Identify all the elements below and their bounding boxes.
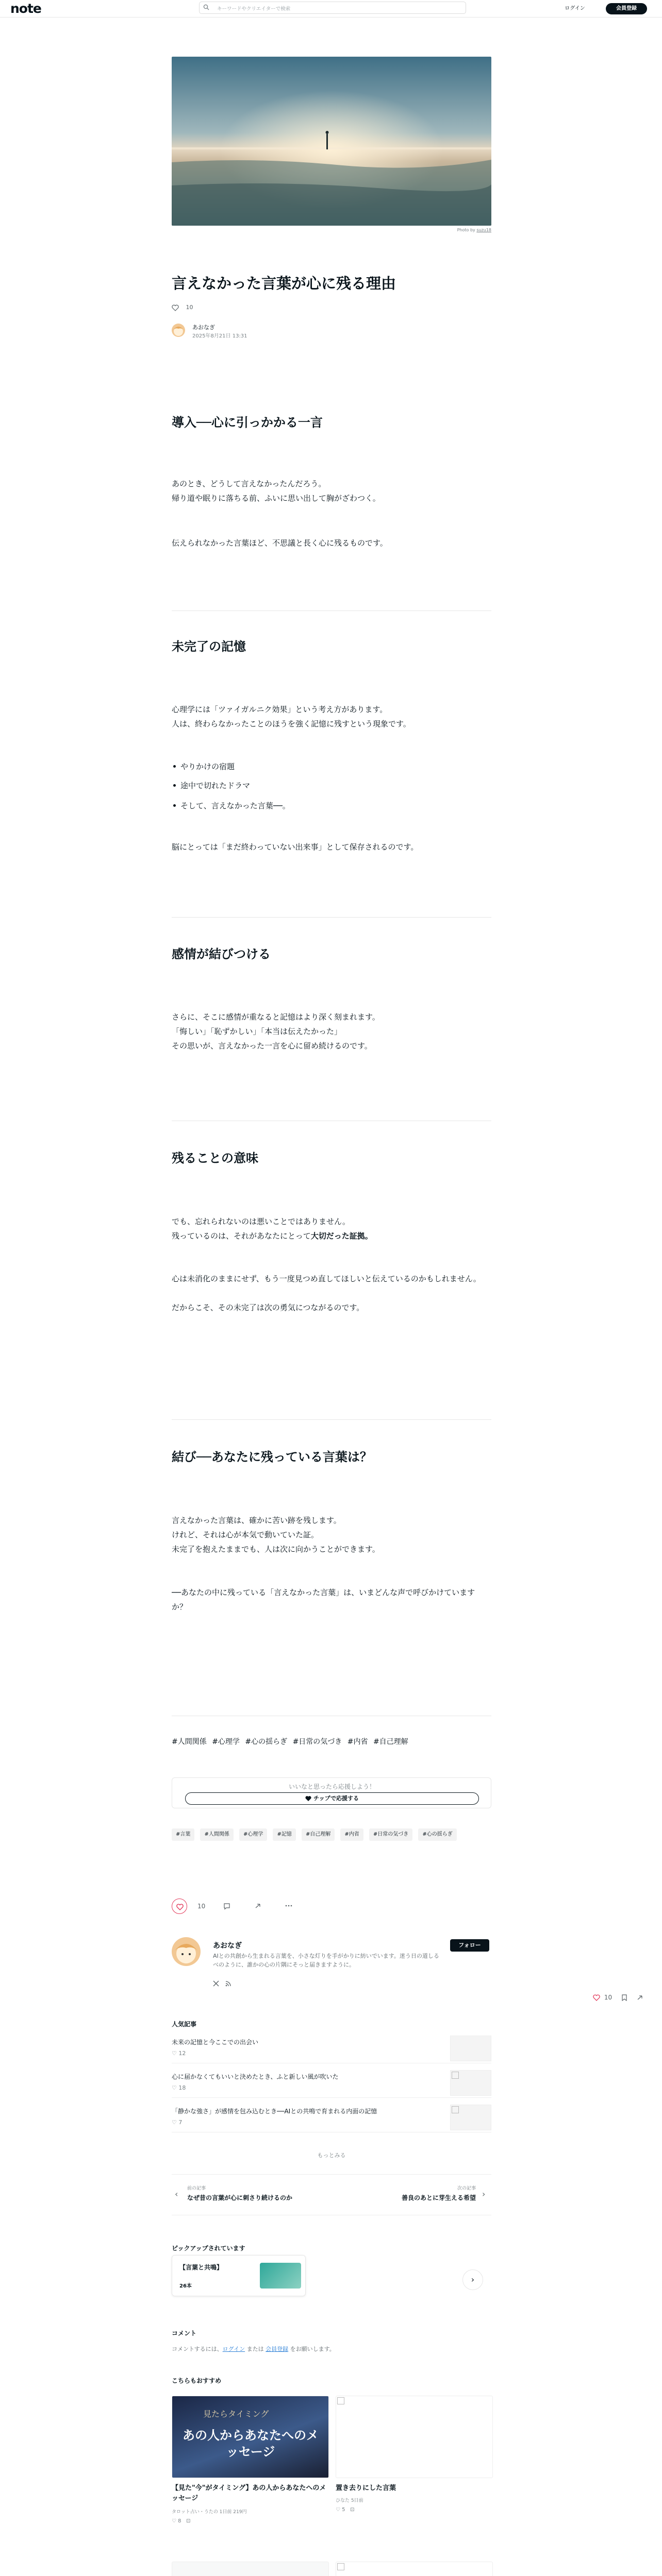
list-item: 途中で切れたドラマ — [180, 781, 251, 790]
paragraph: 心は未消化のままにせず、もう一度見つめ直してほしいと伝えているのかもしれません。 — [172, 1274, 481, 1283]
recommend-meta: タロット占い・うたの 1日前 219円 — [172, 2510, 247, 2515]
author-profile-card — [172, 1937, 491, 1999]
more-link[interactable]: もっとみる — [317, 2152, 346, 2159]
magazine-count: 26本 — [179, 2283, 192, 2289]
bookmark-icon[interactable] — [621, 1994, 627, 2001]
recommend-meta: ひなた 5日前 — [336, 2498, 363, 2503]
list-item: そして、言えなかった言葉──。 — [180, 801, 290, 810]
paragraph: だからこそ、その未完了は次の勇気につながるのです。 — [172, 1303, 365, 1312]
recommend-title: 置き去りにした言葉 — [336, 2484, 396, 2492]
photo-credit: Photo by suzu18 — [457, 228, 491, 232]
title-like-counter[interactable]: 10 — [172, 304, 203, 313]
hashtag-link[interactable]: #心の揺らぎ — [245, 1738, 288, 1746]
comment-heading: コメント — [172, 2330, 197, 2337]
popular-item-thumbnail — [450, 2036, 491, 2061]
popular-item-likes: ♡ 12 — [172, 2050, 186, 2057]
author-name[interactable]: あおなぎ — [213, 1942, 242, 1950]
next-article-link[interactable]: 次の記事 善良のあとに芽生える希望 — [401, 2186, 476, 2201]
share-icon[interactable] — [254, 1903, 261, 1910]
magazine-title: 【言葉と共鳴】 — [179, 2264, 223, 2271]
tag-chip[interactable]: #心の揺らぎ — [418, 1828, 456, 1841]
paragraph: 心理学には「ツァイガルニク効果」という考え方があります。 — [172, 705, 388, 714]
chevron-right-icon[interactable]: › — [482, 2189, 486, 2199]
section-heading: 残ることの意味 — [172, 1151, 258, 1165]
magazine-card[interactable] — [172, 2255, 306, 2296]
search-icon — [203, 4, 209, 10]
hashtag-link[interactable]: #日常の気づき — [292, 1738, 342, 1746]
like-button[interactable] — [172, 1899, 187, 1914]
popular-item-likes: ♡ 7 — [172, 2119, 183, 2126]
heart-icon[interactable] — [593, 1994, 600, 2001]
follow-button[interactable]: フォロー — [450, 1939, 489, 1952]
thumbnail-caption: あの人からあなたへのメッセージ — [183, 2428, 319, 2459]
popular-item-title: 「静かな強さ」が感情を包み込むとき──AIとの共鳴で育まれる内面の記憶 — [172, 2108, 377, 2115]
tip-icon — [305, 1795, 311, 1802]
paragraph: 未完了を抱えたままでも、人は次に向かうことができます。 — [172, 1545, 380, 1554]
paragraph: その思いが、言えなかった一言を心に留め続けるのです。 — [172, 1041, 372, 1050]
hashtag-link[interactable]: #内省 — [347, 1738, 368, 1746]
divider — [172, 1419, 491, 1420]
comment-login-link[interactable]: ログイン — [222, 2346, 245, 2352]
hashtag-list — [172, 1736, 491, 1748]
author-avatar[interactable] — [172, 324, 185, 337]
emphasis-text: 大切だった証拠。 — [310, 1231, 373, 1241]
signup-button[interactable]: 会員登録 — [606, 3, 647, 14]
chevron-left-icon[interactable]: ‹ — [175, 2189, 178, 2199]
hashtag-link[interactable]: #人間関係 — [172, 1738, 207, 1746]
note-placeholder-logo — [172, 2562, 328, 2576]
author-name[interactable]: あおなぎ — [192, 324, 215, 331]
section-heading: 結び──あなたに残っている言葉は？ — [172, 1450, 372, 1464]
paragraph: 言えなかった言葉は、確かに苦い跡を残します。 — [172, 1516, 341, 1525]
hashtag-link[interactable]: #心理学 — [212, 1738, 240, 1746]
paragraph: 伝えられなかった言葉ほど、不思議と長く心に残るものです。 — [172, 538, 388, 548]
section-heading: 未完了の記憶 — [172, 639, 246, 654]
floating-action-bar — [593, 1994, 655, 2004]
tag-chip[interactable]: #心理学 — [239, 1828, 267, 1841]
popular-item-thumbnail — [450, 2105, 491, 2130]
heart-icon — [172, 1899, 188, 1914]
popular-item-title: 未来の記憶と今ここでの出会い — [172, 2039, 259, 2046]
popular-item-likes: ♡ 18 — [172, 2084, 186, 2091]
section-heading: 導入──心に引っかかる一言 — [172, 415, 323, 430]
tag-chip[interactable]: #自己理解 — [302, 1828, 335, 1841]
paragraph: あのとき、どうして言えなかったんだろう。 — [172, 479, 326, 488]
photo-credit-author[interactable]: suzu18 — [476, 228, 491, 232]
share-icon[interactable] — [637, 1995, 643, 2001]
thumbnail-caption: 見たらタイミング — [203, 2409, 269, 2419]
heart-icon — [172, 304, 179, 311]
popular-item-thumbnail — [450, 2070, 491, 2096]
tag-chip[interactable]: #言葉 — [172, 1828, 194, 1841]
tag-chip[interactable]: #記憶 — [273, 1828, 295, 1841]
paragraph: ──あなたの中に残っている「言えなかった言葉」は、いまどんな声で呼びかけていますか？ — [172, 1588, 475, 1612]
tip-box — [172, 1777, 491, 1808]
paragraph: 人は、終わらなかったことのほうを強く記憶に残すという現象です。 — [172, 719, 411, 728]
popular-item-title: 心に届かなくてもいいと決めたとき、ふと新しい風が吹いた — [172, 2073, 339, 2080]
paragraph: 脳にとっては「まだ終わっていない出来事」として保存されるのです。 — [172, 842, 419, 852]
article-actions — [172, 1899, 491, 1914]
login-button[interactable]: ログイン — [565, 6, 585, 11]
publish-date: 2025年8月21日 13:31 — [192, 333, 247, 339]
x-icon[interactable] — [213, 1980, 219, 1987]
pickup-section — [172, 2244, 491, 2295]
author-avatar[interactable] — [172, 1937, 201, 1966]
rss-icon[interactable] — [225, 1980, 231, 1987]
paragraph: 帰り道や眠りに落ちる前、ふいに思い出して胸がざわつく。 — [172, 494, 380, 503]
more-icon[interactable] — [285, 1905, 292, 1907]
popular-item[interactable] — [172, 2032, 491, 2063]
tag-chip[interactable]: #日常の気づき — [369, 1828, 412, 1841]
author-bio: AIとの共創から生まれる言葉を、小さな灯りを手がかりに紡いでいます。迷う日の道しるべのように、誰かの心の片隅にそっと届きますように。 — [213, 1953, 439, 1968]
tag-chip-list — [172, 1828, 491, 1846]
recommend-title: 【見た"今"がタイミング】あの人からあなたへのメッセージ — [172, 2484, 326, 2502]
carousel-next-button[interactable]: › — [462, 2269, 483, 2290]
tag-chip[interactable]: #内省 — [340, 1828, 363, 1841]
note-logo[interactable]: note — [10, 1, 41, 16]
comment-signup-link[interactable]: 会員登録 — [266, 2346, 289, 2352]
recommend-thumbnail — [172, 2562, 329, 2576]
tag-chip[interactable]: #人間関係 — [200, 1828, 233, 1841]
author-byline[interactable] — [172, 320, 378, 341]
list-item: やりかけの宿題 — [180, 762, 235, 771]
section-heading: 感情が結びつける — [172, 947, 271, 961]
paragraph: 残っているのは、それがあなたにとって大切だった証拠。 — [172, 1231, 373, 1241]
recommend-heading: こちらもおすすめ — [172, 2377, 222, 2384]
search-box[interactable] — [199, 2, 466, 14]
prev-article-link[interactable]: 前の記事 なぜ昔の言葉が心に刺さり続けるのか — [187, 2186, 293, 2201]
global-header — [0, 0, 662, 18]
paragraph: 「悔しい」「恥ずかしい」「本当は伝えたかった」 — [172, 1027, 342, 1036]
popular-item[interactable] — [172, 2067, 491, 2098]
paragraph: さらに、そこに感情が重なると記憶はより深く刻まれます。 — [172, 1012, 380, 1022]
recommend-likes: ♡ 8 ⊡ — [172, 2518, 191, 2524]
recommend-thumbnail — [172, 2396, 329, 2478]
hashtag-link[interactable]: #自己理解 — [373, 1738, 408, 1746]
prev-next-nav — [172, 2174, 491, 2215]
tip-button[interactable]: チップで応援する — [185, 1792, 479, 1805]
pickup-heading: ピックアップされています — [172, 2245, 245, 2252]
article-title: 言えなかった言葉が心に残る理由 — [172, 275, 396, 292]
magazine-thumbnail — [260, 2263, 301, 2289]
comment-section — [172, 2329, 491, 2353]
paragraph: けれど、それは心が本気で動いていた証。 — [172, 1530, 319, 1539]
popular-item[interactable] — [172, 2102, 491, 2132]
popular-heading: 人気記事 — [172, 2021, 197, 2028]
recommend-thumbnail — [336, 2562, 493, 2576]
recommend-likes: ♡ 5 ⊡ — [336, 2507, 355, 2513]
like-count: 10 — [197, 1903, 206, 1910]
comment-login-prompt: コメントするには、ログイン または 会員登録 をお願いします。 — [172, 2346, 335, 2352]
hero-image — [172, 57, 491, 226]
search-placeholder: キーワードやクリエイターで検索 — [217, 6, 291, 12]
tip-question: いいなと思ったら応援しよう！ — [288, 1783, 375, 1790]
floating-like-count: 10 — [604, 1994, 613, 2001]
divider — [172, 917, 491, 918]
recommend-thumbnail — [336, 2396, 493, 2478]
paragraph: でも、忘れられないのは悪いことではありません。 — [172, 1217, 350, 1226]
comment-icon[interactable] — [223, 1903, 230, 1910]
